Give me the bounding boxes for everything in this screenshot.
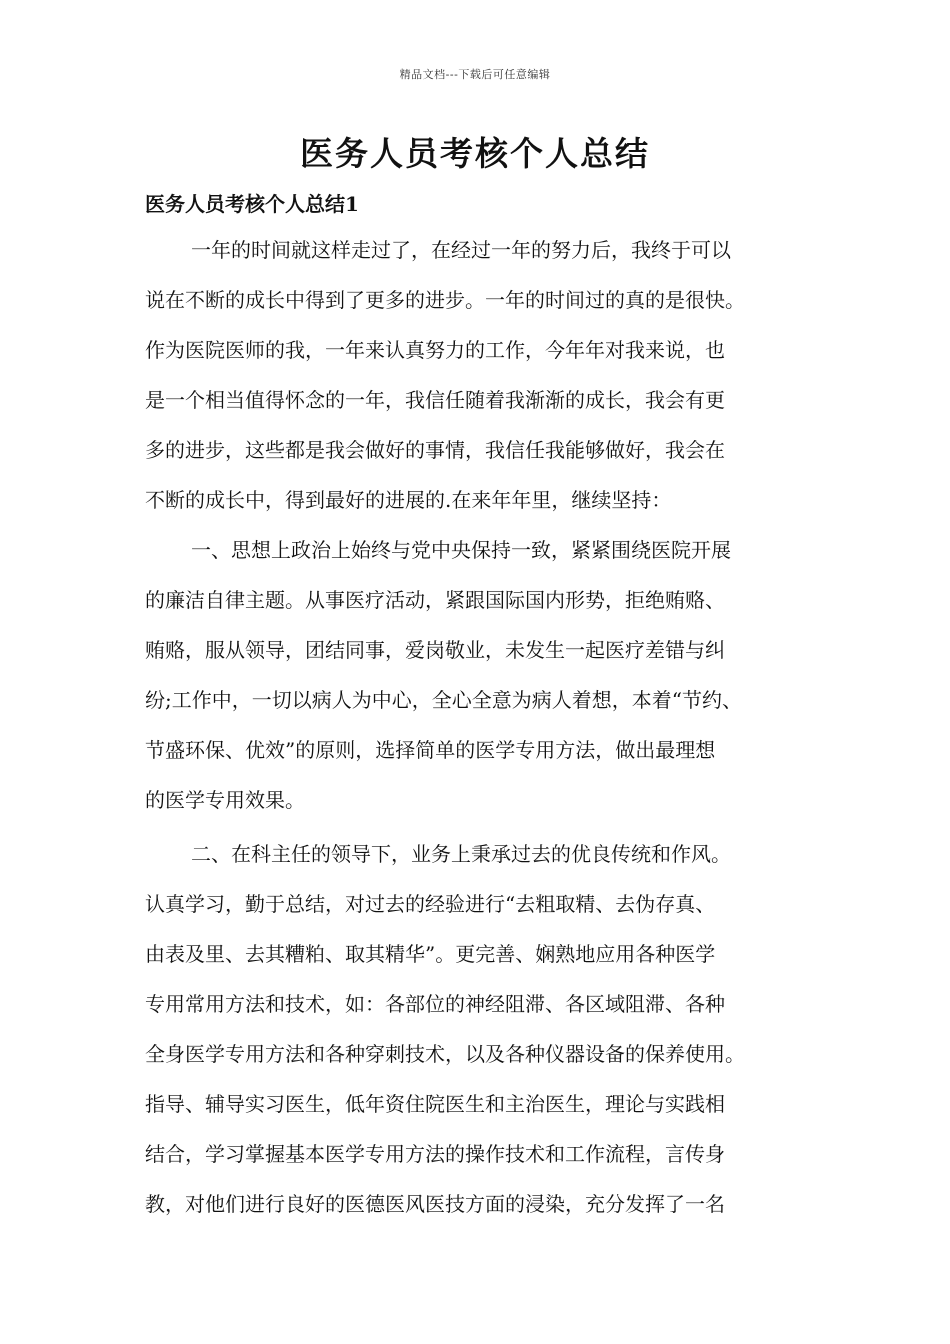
- document-title: 医务人员考核个人总结: [300, 134, 650, 173]
- paragraph-line: 说在不断的成长中得到了更多的进步。一年的时间过的真的是很快。: [145, 288, 745, 312]
- section-heading: 医务人员考核个人总结1: [145, 192, 359, 216]
- paragraph-line: 的医学专用效果。: [145, 788, 305, 812]
- paragraph-line: 一、思想上政治上始终与党中央保持一致，紧紧围绕医院开展: [191, 538, 731, 562]
- document-body: [145, 228, 825, 1232]
- paragraph-line: 认真学习，勤于总结，对过去的经验进行“去粗取精、去伪存真、: [145, 892, 716, 916]
- paragraph-line: 节盛环保、优效”的原则，选择简单的医学专用方法，做出最理想: [145, 738, 716, 762]
- header-note: 精品文档---下载后可任意编辑: [399, 68, 551, 81]
- paragraph-line: 是一个相当值得怀念的一年，我信任随着我渐渐的成长，我会有更: [145, 388, 725, 412]
- paragraph-line: 全身医学专用方法和各种穿刺技术，以及各种仪器设备的保养使用。: [145, 1042, 745, 1066]
- paragraph-line: 结合，学习掌握基本医学专用方法的操作技术和工作流程，言传身: [145, 1142, 725, 1166]
- paragraph-line: 二、在科主任的领导下，业务上秉承过去的优良传统和作风。: [191, 842, 731, 866]
- paragraph-line: 作为医院医师的我，一年来认真努力的工作，今年年对我来说，也: [145, 338, 725, 362]
- paragraph-1: [145, 228, 825, 528]
- paragraph-line: 专用常用方法和技术，如：各部位的神经阻滞、各区域阻滞、各种: [145, 992, 725, 1016]
- paragraph-line: 多的进步，这些都是我会做好的事情，我信任我能够做好，我会在: [145, 438, 725, 462]
- paragraph-line: 纷;工作中，一切以病人为中心，全心全意为病人着想，本着“节约、: [145, 688, 742, 712]
- paragraph-line: 贿赂，服从领导，团结同事，爱岗敬业，未发生一起医疗差错与纠: [145, 638, 725, 662]
- paragraph-line: 指导、辅导实习医生，低年资住院医生和主治医生，理论与实践相: [145, 1092, 725, 1116]
- paragraph-line: 的廉洁自律主题。从事医疗活动，紧跟国际国内形势，拒绝贿赂、: [145, 588, 725, 612]
- paragraph-3: [145, 832, 825, 1232]
- paragraph-line: 由表及里、去其糟粕、取其精华”。更完善、娴熟地应用各种医学: [145, 942, 716, 966]
- paragraph-line: 一年的时间就这样走过了，在经过一年的努力后，我终于可以: [191, 238, 731, 262]
- paragraph-line: 教，对他们进行良好的医德医风医技方面的浸染，充分发挥了一名: [145, 1192, 725, 1216]
- paragraph-2: [145, 528, 825, 828]
- paragraph-line: 不断的成长中，得到最好的进展的.在来年年里，继续坚持：: [145, 488, 672, 512]
